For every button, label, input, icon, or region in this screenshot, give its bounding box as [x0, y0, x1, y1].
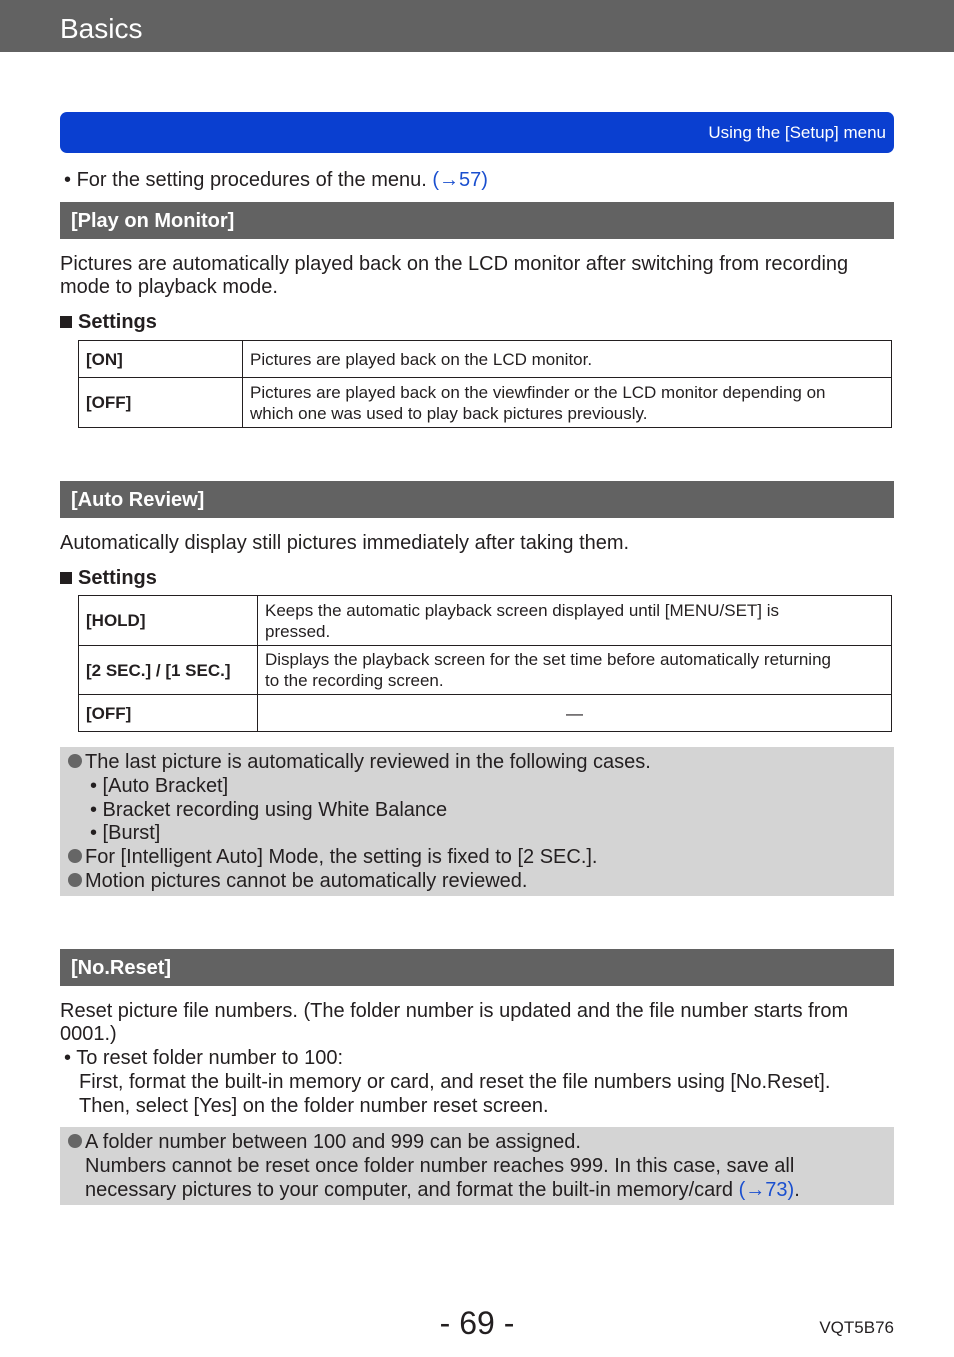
note-item: [68, 845, 598, 869]
play-on-monitor-desc-line-1: Pictures are automatically played back on the LCD monitor after switching from recording: [60, 253, 849, 275]
setting-value: —: [258, 695, 892, 732]
setting-value: [258, 646, 892, 695]
note-item: [68, 1130, 581, 1154]
section-header-no-reset: [60, 949, 894, 986]
menu-banner: [60, 112, 894, 153]
section-title: [Auto Review]: [71, 489, 205, 511]
setting-value: Pictures are played back on the LCD monitor.: [243, 341, 892, 378]
settings-heading: [60, 566, 157, 590]
auto-review-notes: [60, 747, 894, 896]
note-text: A folder number between 100 and 999 can be assigned.: [85, 1131, 581, 1153]
note-subitem: • [Auto Bracket]: [90, 775, 229, 797]
no-reset-bullet-line-3: Then, select [Yes] on the folder number reset screen.: [79, 1095, 549, 1117]
top-header-bar: [0, 0, 954, 52]
format-page-link[interactable]: (→73): [738, 1179, 795, 1201]
note-text-continued: Numbers cannot be reset once folder number reaches 999. In this case, save all: [85, 1155, 795, 1177]
document-code: VQT5B76: [819, 1318, 894, 1337]
note-item: [68, 750, 651, 774]
bullet-dot-icon: [68, 873, 82, 887]
setting-value-line: Displays the playback screen for the set time before automatically returning: [265, 650, 831, 669]
auto-review-desc: Automatically display still pictures immediately after taking them.: [60, 532, 630, 554]
setting-value-line: Keeps the automatic playback screen displayed until [MENU/SET] is: [265, 600, 780, 620]
setting-key: [ON]: [79, 341, 243, 378]
bullet-dot-icon: [68, 1134, 82, 1148]
table-row: [79, 378, 892, 428]
no-reset-bullet-line-1: • To reset folder number to 100:: [64, 1047, 344, 1069]
setting-value: [243, 378, 892, 428]
play-on-monitor-desc-line-2: mode to playback mode.: [60, 276, 278, 298]
page-section-title: Basics: [60, 13, 143, 44]
settings-heading: [60, 310, 157, 334]
setting-value: [258, 596, 892, 646]
section-header-auto-review: [60, 481, 894, 518]
intro-page-link[interactable]: (→57): [432, 169, 488, 191]
setting-value-line: to the recording screen.: [265, 671, 444, 690]
note-text: Motion pictures cannot be automatically reviewed.: [85, 870, 528, 892]
settings-heading-label: Settings: [78, 567, 157, 589]
intro-text: For the setting procedures of the menu.: [76, 169, 427, 191]
table-row: [79, 341, 892, 378]
play-on-monitor-settings-table: [78, 340, 892, 428]
no-reset-desc-line-1: Reset picture file numbers. (The folder number is updated and the file number starts from: [60, 1000, 849, 1022]
menu-banner-label: Using the [Setup] menu: [708, 123, 886, 142]
setting-key: [OFF]: [79, 695, 258, 732]
setting-value-line: pressed.: [265, 621, 331, 641]
no-reset-bullet-line-2: First, format the built-in memory or card, and reset the file numbers using [No.Reset].: [79, 1071, 831, 1093]
settings-heading-label: Settings: [78, 311, 157, 333]
bullet-dot-icon: [68, 754, 82, 768]
square-bullet-icon: [60, 572, 72, 584]
table-row: [79, 646, 892, 695]
note-item: [68, 869, 527, 893]
setting-key: [OFF]: [79, 378, 243, 428]
setting-key: [HOLD]: [79, 596, 258, 646]
no-reset-desc-line-2: 0001.): [60, 1023, 117, 1045]
note-text-continued: [85, 1178, 800, 1202]
table-row: [79, 596, 892, 646]
note-text: The last picture is automatically reviewed in the following cases.: [85, 751, 651, 773]
bullet-dot-icon: [68, 849, 82, 863]
note-subitem: • Bracket recording using White Balance: [90, 799, 448, 821]
auto-review-settings-table: [78, 595, 892, 732]
intro-line: [64, 168, 488, 192]
note-text: For [Intelligent Auto] Mode, the setting is fixed to [2 SEC.].: [85, 846, 598, 868]
intro-bullet: •: [64, 169, 72, 191]
no-reset-notes: [60, 1127, 894, 1205]
setting-value-line: which one was used to play back pictures previously.: [250, 403, 648, 423]
note-period: .: [794, 1179, 800, 1201]
page-number: - 69 -: [439, 1305, 515, 1341]
setting-value-line: Pictures are played back on the viewfinder or the LCD monitor depending on: [250, 382, 826, 402]
section-title: [Play on Monitor]: [71, 210, 235, 232]
section-header-play-on-monitor: [60, 202, 894, 239]
section-title: [No.Reset]: [71, 957, 172, 979]
square-bullet-icon: [60, 316, 72, 328]
setting-key: [2 SEC.] / [1 SEC.]: [79, 646, 258, 695]
note-subitem: • [Burst]: [90, 822, 161, 844]
table-row: [79, 695, 892, 732]
note-text: necessary pictures to your computer, and format the built-in memory/card: [85, 1179, 734, 1201]
